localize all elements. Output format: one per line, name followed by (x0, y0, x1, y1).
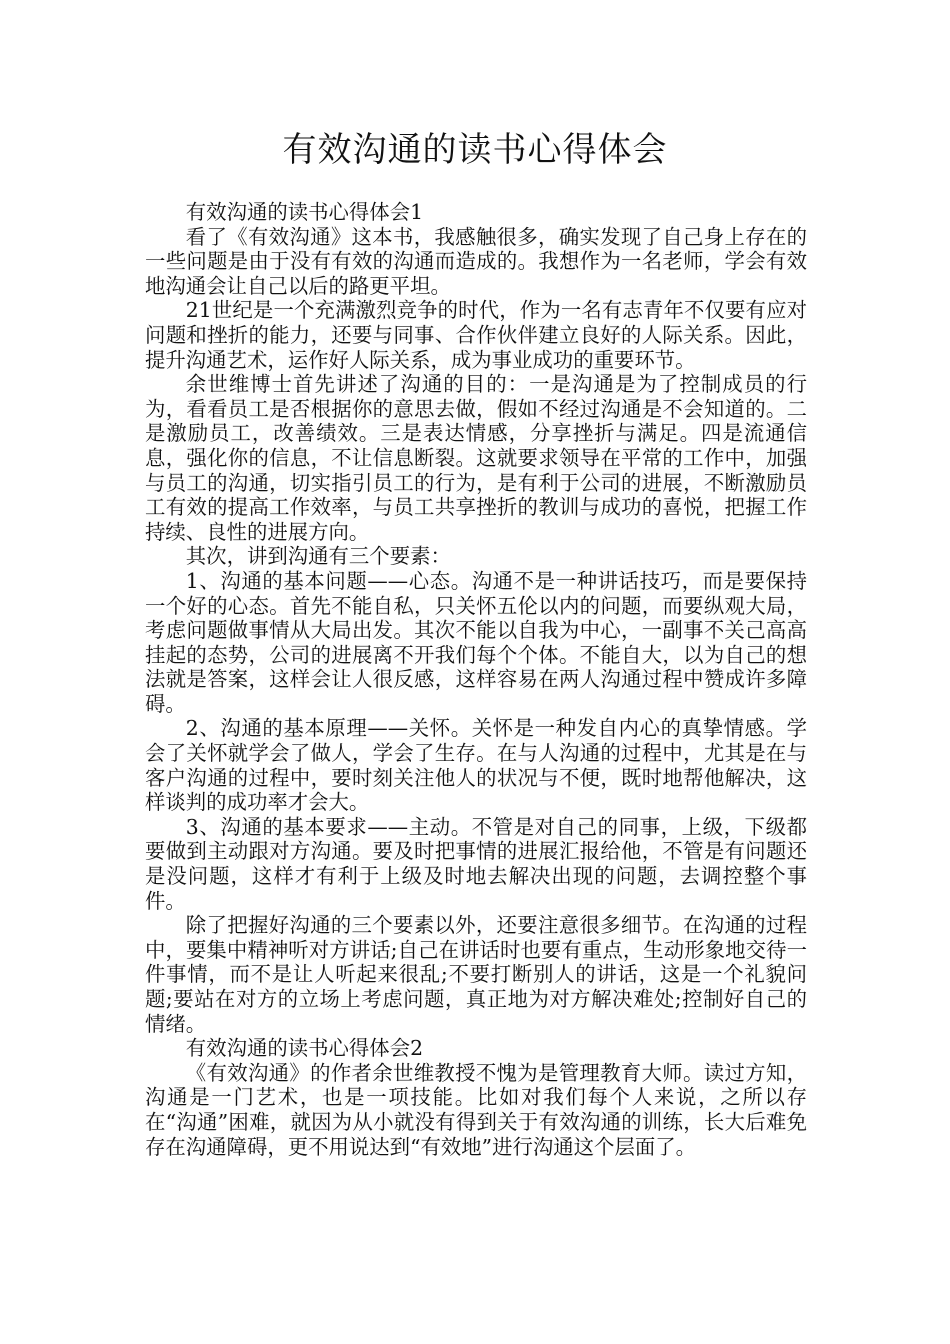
paragraph: 1、沟通的基本问题——心态。沟通不是一种讲话技巧，而是要保持一个好的心态。首先不能自私，只关怀五伦以内的问题，而要纵观大局，考虑问题做事情从大局出发。其次不能以自我为中心，一副事不关己高高挂起的态势，公司的进展离不开我们每个个体。不能自大，以为自己的想法就是答案，这样会让人很反感，这样容易在两人沟通过程中赞成许多障碍。 (145, 568, 807, 716)
paragraph: 2、沟通的基本原理——关怀。关怀是一种发自内心的真挚情感。学会了关怀就学会了做人，学会了生存。在与人沟通的过程中，尤其是在与客户沟通的过程中，要时刻关注他人的状况与不便，既时地帮他解决，这样谈判的成功率才会大。 (145, 716, 807, 815)
document-body (145, 200, 807, 1159)
section-heading-2: 有效沟通的读书心得体会2 (185, 1036, 424, 1061)
paragraph: 除了把握好沟通的三个要素以外，还要注意很多细节。在沟通的过程中，要集中精神听对方讲话;自己在讲话时也要有重点，生动形象地交待一件事情，而不是让人听起来很乱;不要打断别人的讲话，这是一个礼貌问题;要站在对方的立场上考虑问题，真正地为对方解决难处;控制好自己的情绪。 (145, 913, 807, 1036)
paragraph: 《有效沟通》的作者余世维教授不愧为是管理教育大师。读过方知，沟通是一门艺术，也是一项技能。比如对我们每个人来说，之所以存在“沟通”困难，就因为从小就没有得到关于有效沟通的训练，长大后难免存在沟通障碍，更不用说达到“有效地”进行沟通这个层面了。 (145, 1060, 807, 1159)
section-heading-1: 有效沟通的读书心得体会1 (185, 200, 424, 224)
paragraph: 3、沟通的基本要求——主动。不管是对自己的同事，上级，下级都要做到主动跟对方沟通。要及时把事情的进展汇报给他，不管是有问题还是没问题，这样才有利于上级及时地去解决出现的问题，去调控整个事件。 (145, 814, 807, 913)
paragraph: 看了《有效沟通》这本书，我感触很多，确实发现了自己身上存在的一些问题是由于没有有效的沟通而造成的。我想作为一名老师，学会有效地沟通会让自己以后的路更平坦。 (145, 224, 807, 298)
document-title: 有效沟通的读书心得体会 (282, 130, 668, 170)
paragraph: 其次，讲到沟通有三个要素： (185, 544, 451, 569)
paragraph: 余世维博士首先讲述了沟通的目的：一是沟通是为了控制成员的行为，看看员工是否根据你的意思去做，假如不经过沟通是不会知道的。二是激励员工，改善绩效。三是表达情感，分享挫折与满足。四是流通信息，强化你的信息，不让信息断裂。这就要求领导在平常的工作中，加强与员工的沟通，切实指引员工的行为，是有利于公司的进展，不断激励员工有效的提高工作效率，与员工共享挫折的教训与成功的喜悦，把握工作持续、良性的进展方向。 (145, 372, 807, 544)
paragraph: 21世纪是一个充满激烈竞争的时代，作为一名有志青年不仅要有应对问题和挫折的能力，还要与同事、合作伙伴建立良好的人际关系。因此，提升沟通艺术，运作好人际关系，成为事业成功的重要环节。 (145, 298, 807, 372)
